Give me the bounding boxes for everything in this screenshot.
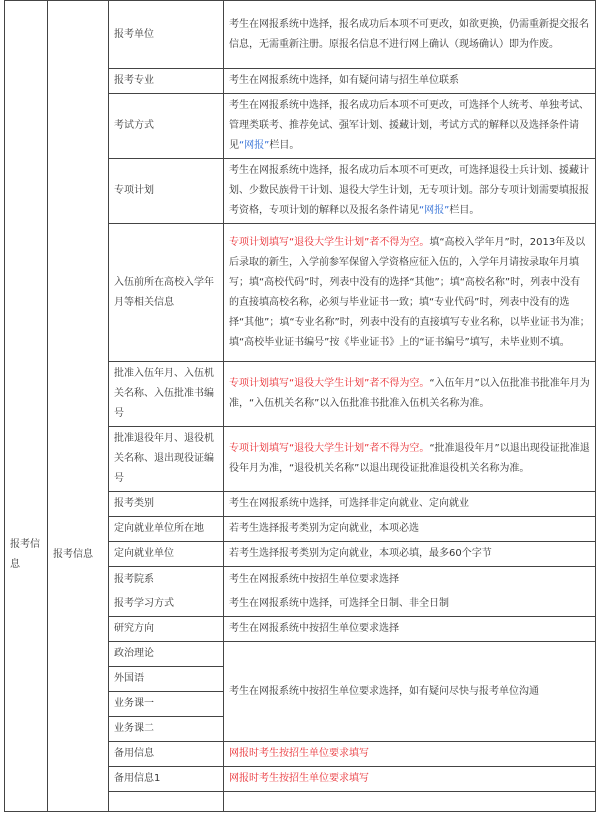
category-cell [5, 1, 48, 812]
field-description: 考生在网报系统中按招生单位要求选择 [224, 617, 596, 642]
required-note: 专项计划填写“退役大学生计划”者不得为空。 [229, 236, 430, 248]
table-row [5, 1, 596, 69]
description-text: “入伍年月”以入伍批准书批准年月为准，“入伍机关名称”以入伍批准书批准入伍机关名称为准。 [229, 378, 590, 409]
field-description: 若考生选择报考类别为定向就业，本项必选 [224, 517, 596, 542]
field-description: 考生在网报系统中选择，如有疑问请与招生单位联系 [224, 69, 596, 94]
field-name: 政治理论 [109, 642, 224, 667]
description-line: 考生在网报系统中按招生单位要求选择 [229, 573, 399, 585]
field-description [224, 427, 596, 492]
field-description: 考生在网报系统中按招生单位要求选择，如有疑问尽快与报考单位沟通 [224, 642, 596, 742]
field-name-line: 报考院系 [114, 573, 154, 585]
registration-info-table [4, 0, 596, 812]
field-description [224, 159, 596, 224]
subcategory-cell [48, 1, 109, 812]
field-description [224, 224, 596, 362]
field-name: 外国语 [109, 667, 224, 692]
field-name: 批准退役年月、退役机关名称、退出现役证编号 [109, 427, 224, 492]
field-name: 业务课一 [109, 692, 224, 717]
field-description: 若考生选择报考类别为定向就业，本项必填，最多60个字节 [224, 542, 596, 567]
field-name: 备用信息 [109, 742, 224, 767]
field-description [224, 362, 596, 427]
field-description [224, 94, 596, 159]
category-label: 报考信息 [10, 539, 40, 570]
field-name: 备用信息1 [109, 767, 224, 792]
field-name: 入伍前所在高校入学年月等相关信息 [109, 224, 224, 362]
description-text: 栏目。 [269, 140, 300, 151]
field-name: 专项计划 [109, 159, 224, 224]
required-note: 专项计划填写“退役大学生计划”者不得为空。 [229, 443, 430, 454]
subcategory-label: 报考信息 [53, 549, 93, 560]
field-name: 业务课二 [109, 717, 224, 742]
description-line: 考生在网报系统中选择，可选择全日制、非全日制 [229, 597, 449, 609]
description-text: “批准退役年月”以退出现役证批准退役年月为准，“退役机关名称”以退出现役证批准退役机关名称为准。 [229, 443, 590, 474]
field-name: 研究方向 [109, 617, 224, 642]
description-text: 栏目。 [449, 205, 480, 216]
field-description: 网报时考生按招生单位要求填写 [224, 742, 596, 767]
description-text: 考生在网报系统中选择，报名成功后本项不可更改，可选择个人统考、单独考试、管理类联考、推荐免试、强军计划、援藏计划，考试方式的解释以及选择条件请见 [229, 100, 589, 151]
field-name [109, 567, 224, 617]
field-name-line: 报考学习方式 [114, 597, 174, 609]
empty-cell [109, 792, 224, 812]
field-name: 报考单位 [109, 1, 224, 69]
field-name: 批准入伍年月、入伍机关名称、入伍批准书编号 [109, 362, 224, 427]
description-text: 考生在网报系统中选择，报名成功后本项不可更改，可选择退役士兵计划、援藏计划、少数民族骨干计划、退役大学生计划，无专项计划。部分专项计划需要填报报考资格，专项计划的解释以及报名条件请见 [229, 165, 589, 216]
description-text: 填“高校入学年月”时，2013年及以后录取的新生，入学前参军保留入学资格应征入伍的，入学年月请按录取年月填写；填“高校代码”时，列表中没有的选择“其他”；填“高校名称”时，列表中没有的直接填高校名称，必须与毕业证书一致；填“专业代码”时，列表中没有的选择“其他”；填“专业名称”时，列表中没有的直接填写专业名称，以毕业证书为准；填“高校毕业证书编号”按《毕业证书》上的“证书编号”填写，未毕业则不填。 [229, 236, 590, 348]
field-name: 定向就业单位 [109, 542, 224, 567]
wangbao-link[interactable]: “网报” [419, 205, 450, 216]
field-description: 网报时考生按招生单位要求填写 [224, 767, 596, 792]
field-description: 考生在网报系统中选择，报名成功后本项不可更改，如欲更换，仍需重新提交报名信息，无需重新注册。原报名信息不进行网上确认（现场确认）即为作废。 [224, 1, 596, 69]
field-description [224, 567, 596, 617]
field-description: 考生在网报系统中选择，可选择非定向就业、定向就业 [224, 492, 596, 517]
field-name: 定向就业单位所在地 [109, 517, 224, 542]
field-name: 报考类别 [109, 492, 224, 517]
empty-cell [224, 792, 596, 812]
required-note: 专项计划填写“退役大学生计划”者不得为空。 [229, 378, 430, 389]
field-name: 考试方式 [109, 94, 224, 159]
wangbao-link[interactable]: “网报” [239, 140, 270, 151]
field-name: 报考专业 [109, 69, 224, 94]
